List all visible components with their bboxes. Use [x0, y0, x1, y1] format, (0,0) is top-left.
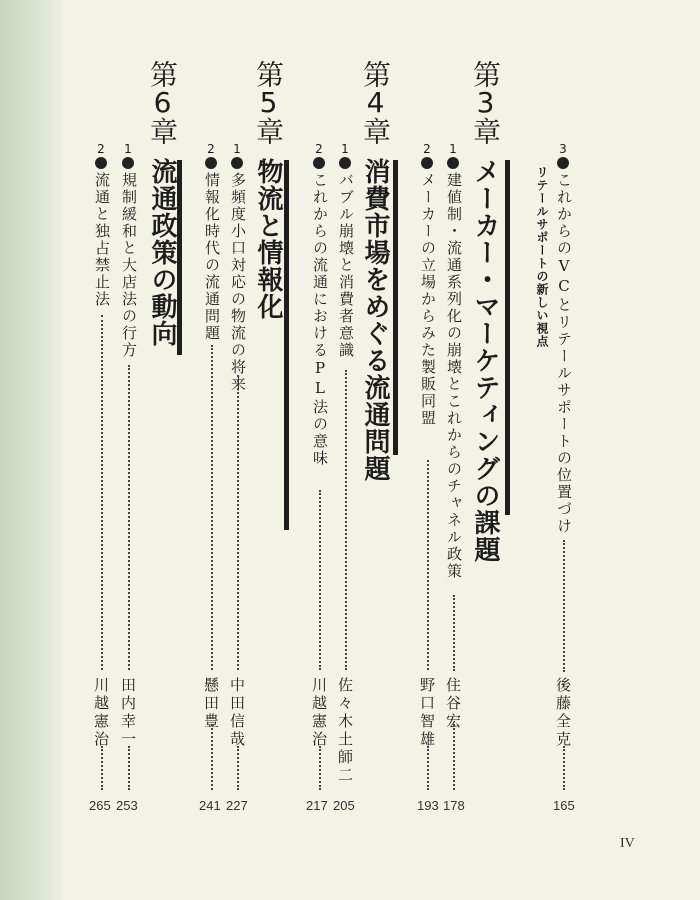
section-title: 多頻度小口対応の物流の将来: [229, 172, 247, 393]
book-spine-shadow: [0, 0, 62, 900]
bullet-icon: [231, 157, 243, 169]
section-title: メーカーの立場からみた製販同盟: [419, 172, 437, 427]
section-title: 建値制・流通系列化の崩壊とこれからのチャネル政策: [445, 172, 463, 580]
dot-leader: [101, 315, 103, 670]
dot-leader: [128, 746, 130, 790]
dot-leader: [237, 746, 239, 790]
section-title: 情報化時代の流通問題: [203, 172, 221, 342]
section-title: これからのVCとリテールサポートの位置づけ: [555, 172, 573, 535]
dot-leader: [128, 365, 130, 670]
chapter-rule: [284, 160, 289, 530]
dot-leader: [211, 345, 213, 670]
dot-leader: [319, 746, 321, 790]
dot-leader: [563, 540, 565, 672]
bullet-icon: [95, 157, 107, 169]
page-number: 227: [226, 798, 248, 813]
chapter-label: 第3章: [469, 60, 502, 143]
author-name: 懸田豊: [202, 677, 220, 731]
section-title: バブル崩壊と消費者意識: [337, 172, 355, 359]
dot-leader: [237, 375, 239, 670]
chapter-label: 第4章: [359, 60, 392, 143]
dot-leader: [453, 724, 455, 790]
page-number: 178: [443, 798, 465, 813]
section-number: 2: [420, 142, 434, 156]
section-number: 2: [204, 142, 218, 156]
section-number: 2: [312, 142, 326, 156]
section-title: これからの流通におけるPL法の意味: [311, 172, 329, 467]
page-number: 265: [89, 798, 111, 813]
dot-leader: [101, 746, 103, 790]
section-subtitle: リテールサポートの新しい視点: [535, 166, 549, 348]
chapter-title: 消費市場をめぐる流通問題: [360, 158, 390, 482]
dot-leader: [319, 490, 321, 670]
author-name: 田内幸一: [119, 677, 137, 749]
section-number: 3: [556, 142, 570, 156]
author-name: 佐々木土師二: [336, 677, 354, 785]
dot-leader: [345, 370, 347, 670]
section-title: 流通と独占禁止法: [93, 172, 111, 308]
section-number: 1: [338, 142, 352, 156]
section-number: 1: [446, 142, 460, 156]
chapter-label: 第6章: [146, 60, 179, 143]
page-number: 193: [417, 798, 439, 813]
dot-leader: [453, 595, 455, 671]
section-title: 規制緩和と大店法の行方: [120, 172, 138, 359]
author-name: 住谷宏: [444, 677, 462, 731]
bullet-icon: [421, 157, 433, 169]
bullet-icon: [122, 157, 134, 169]
dot-leader: [427, 746, 429, 790]
chapter-title: メーカー・マーケティングの課題: [470, 158, 500, 563]
bullet-icon: [339, 157, 351, 169]
section-number: 2: [94, 142, 108, 156]
chapter-rule: [505, 160, 510, 515]
dot-leader: [211, 724, 213, 790]
folio-page-number: IV: [620, 836, 635, 851]
page-number: 253: [116, 798, 138, 813]
author-name: 後藤全克: [554, 677, 572, 749]
author-name: 中田信哉: [228, 677, 246, 749]
page-number: 241: [199, 798, 221, 813]
page-number: 217: [306, 798, 328, 813]
bullet-icon: [557, 157, 569, 169]
chapter-label: 第5章: [252, 60, 285, 143]
dot-leader: [427, 460, 429, 670]
section-number: 1: [121, 142, 135, 156]
dot-leader: [563, 746, 565, 790]
chapter-rule: [177, 160, 182, 355]
chapter-title: 流通政策の動向: [147, 158, 177, 347]
page-number: 205: [333, 798, 355, 813]
section-number: 1: [230, 142, 244, 156]
author-name: 野口智雄: [418, 677, 436, 749]
chapter-title: 物流と情報化: [253, 158, 283, 320]
chapter-rule: [393, 160, 398, 455]
author-name: 川越憲治: [310, 677, 328, 749]
bullet-icon: [313, 157, 325, 169]
bullet-icon: [205, 157, 217, 169]
page-number: 165: [553, 798, 575, 813]
author-name: 川越憲治: [92, 677, 110, 749]
bullet-icon: [447, 157, 459, 169]
